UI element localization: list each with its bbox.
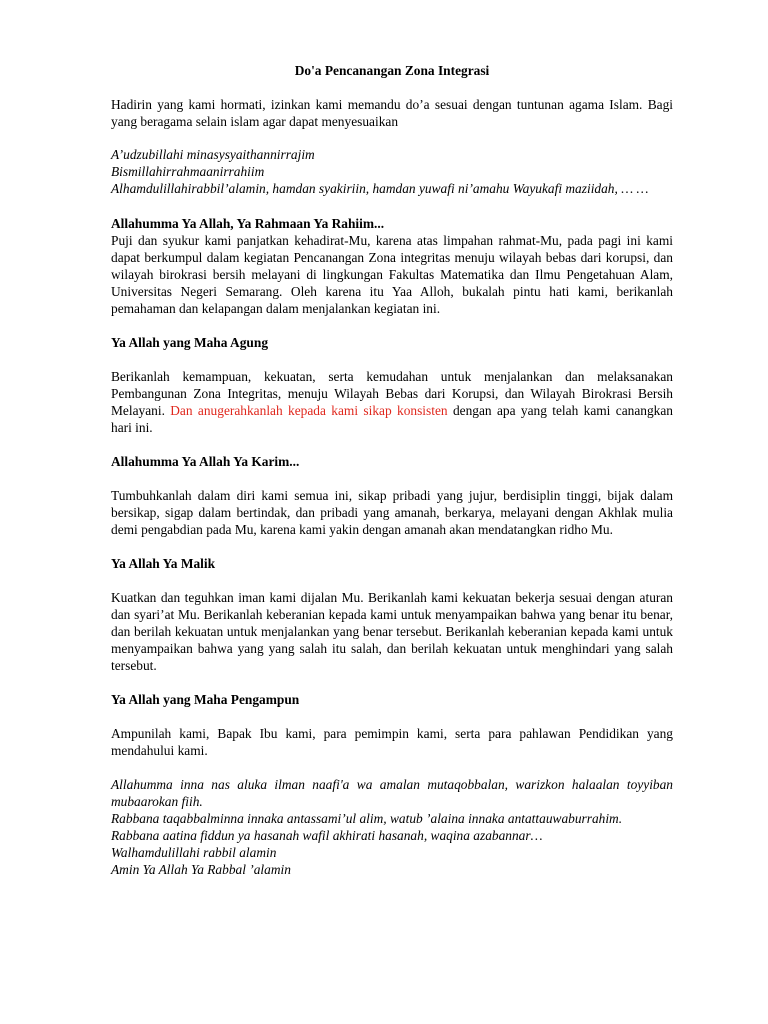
section-maha-agung [111,334,673,436]
section-malik [111,555,673,674]
opening-line: Alhamdulillahirabbil’alamin, hamdan syakiriin, hamdan yuwafi ni’amahu Wayukafi maziidah, … … [111,181,649,196]
section-maha-pengampun [111,691,673,759]
section-karim [111,453,673,538]
body-text: Berikanlah kemampuan, kekuatan, serta kemudahan untuk menjalankan dan melaksanakan Pembangunan Zona Integritas, menuju Wilayah Bebas dari Korupsi, dan Wilayah Birokrasi Bersih Melayani. [111,369,673,418]
section-rahmaan [111,215,673,317]
section-body: Puji dan syukur kami panjatkan kehadirat-Mu, karena atas limpahan rahmat-Mu, pada pagi ini kami dapat berkumpul dalam kegiatan Pencanangan Zona integritas menuju wilayah bebas dari korupsi, dan wilayah birokrasi bersih melayani di lingkungan Fakultas Matematika dan Ilmu Pengetahuan Alam, Universitas Negeri Semarang. Oleh karena itu Yaa Alloh, bukalah pintu hati kami, berikanlah pemahaman dan kelapangan dalam menjalankan kegiatan ini. [111,233,673,316]
section-body: Ampunilah kami, Bapak Ibu kami, para pemimpin kami, serta para pahlawan Pendidikan yang mendahului kami. [111,726,673,758]
closing-line: Rabbana taqabbalminna innaka antassami’ul alim, watub ’alaina innaka antattauwaburrahim. [111,811,623,826]
section-heading: Allahumma Ya Allah, Ya Rahmaan Ya Rahiim... [111,216,385,231]
highlighted-text: Dan anugerahkanlah kepada kami sikap konsisten [170,403,448,418]
section-body [111,368,673,436]
document-page [111,62,673,878]
document-title: Do'a Pencanangan Zona Integrasi [294,63,490,78]
closing-line: Allahumma inna nas aluka ilman naafi'a wa amalan mutaqobbalan, warizkon halaalan toyyiban mubaarokan fiih. [111,777,673,809]
section-heading: Allahumma Ya Allah Ya Karim... [111,454,300,469]
section-heading: Ya Allah yang Maha Pengampun [111,692,300,707]
section-body: Tumbuhkanlah dalam diri kami semua ini, sikap pribadi yang jujur, berdisiplin tinggi, bijak dalam bersikap, sigap dalam bertindak, dan pribadi yang amanah, berkarya, melayani dengan Akhlak mulia demi pengabdian pada Mu, karena kami yakin dengan amanah akan mendatangkan ridho Mu. [111,488,673,537]
body-text: dengan apa yang telah kami canangkan hari ini. [111,403,673,435]
section-body: Kuatkan dan teguhkan iman kami dijalan Mu. Berikanlah kami kekuatan bekerja sesuai dengan aturan dan syari’at Mu. Berikanlah keberanian kepada kami untuk menyampaikan bahwa yang benar itu benar, dan berilah kekuatan untuk menjalankan yang benar tersebut. Berikanlah keberanian kepada kami untuk menyampaikan bahwa yang yang salah itu salah, dan berilah kekuatan untuk menghindari yang salah tersebut. [111,590,673,673]
opening-prayer [111,146,673,197]
closing-line: Amin Ya Allah Ya Rabbal ’alamin [111,862,291,877]
opening-line: Bismillahirrahmaanirrahiim [111,164,265,179]
section-heading: Ya Allah yang Maha Agung [111,335,269,350]
intro-paragraph: Hadirin yang kami hormati, izinkan kami memandu do’a sesuai dengan tuntunan agama Islam. Bagi yang beragama selain islam agar dapat menyesuaikan [111,97,673,129]
closing-line: Walhamdulillahi rabbil alamin [111,845,277,860]
opening-line: A’udzubillahi minasysyaithannirrajim [111,147,315,162]
closing-line: Rabbana aatina fiddun ya hasanah wafil akhirati hasanah, waqina azabannar… [111,828,543,843]
closing-prayer [111,776,673,878]
section-heading: Ya Allah Ya Malik [111,556,216,571]
